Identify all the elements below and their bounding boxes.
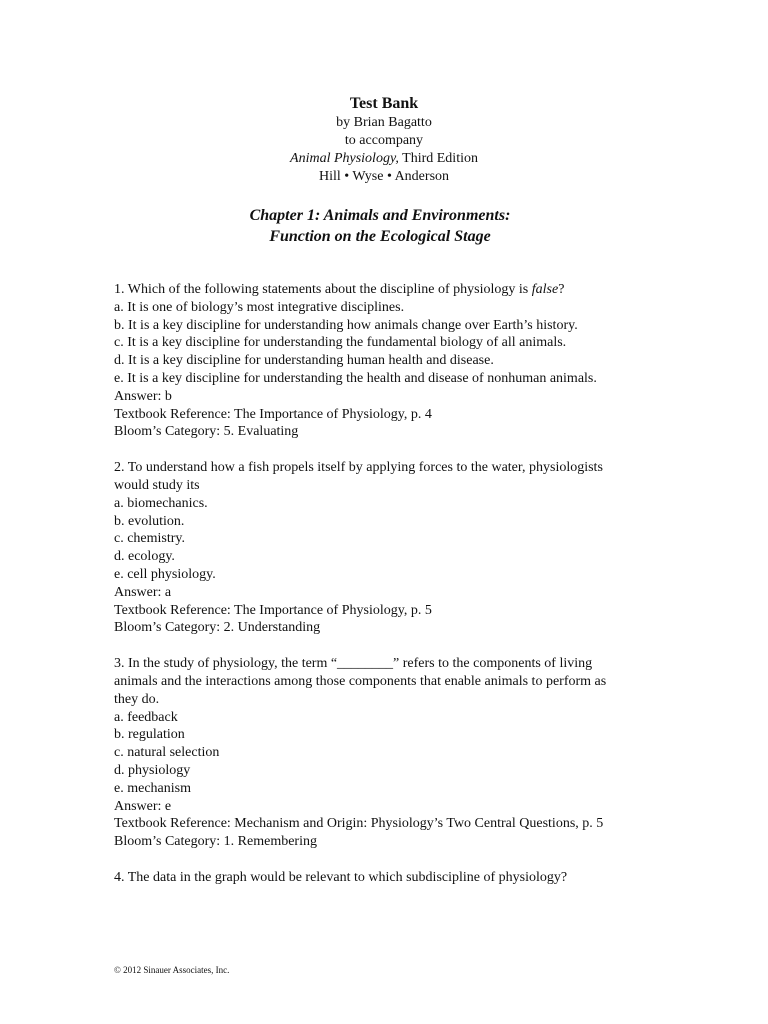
option-e: e. mechanism bbox=[114, 780, 191, 796]
textbook-reference: Textbook Reference: The Importance of Physiology, p. 5 bbox=[114, 602, 432, 618]
chapter-heading bbox=[0, 205, 760, 247]
book-title: Animal Physiology, bbox=[290, 151, 399, 166]
blooms-category: Bloom’s Category: 5. Evaluating bbox=[114, 424, 299, 440]
question-stem-line-1: 4. The data in the graph would be relevant to which subdiscipline of physiology? bbox=[114, 869, 568, 885]
question-stem-line-1: 3. In the study of physiology, the term “________” refers to the components of living bbox=[114, 656, 593, 672]
question-1 bbox=[114, 281, 654, 441]
option-b: b. It is a key discipline for understanding how animals change over Earth’s history. bbox=[114, 317, 578, 333]
answer: Answer: a bbox=[114, 584, 172, 600]
option-a: a. It is one of biology’s most integrative disciplines. bbox=[114, 299, 405, 315]
chapter-title-line-2: Function on the Ecological Stage bbox=[269, 228, 491, 245]
option-a: a. feedback bbox=[114, 709, 178, 725]
question-stem-text: 1. Which of the following statements about the discipline of physiology is bbox=[114, 282, 532, 297]
option-c: c. natural selection bbox=[114, 745, 220, 761]
question-stem-line-3: they do. bbox=[114, 691, 160, 707]
option-e: e. cell physiology. bbox=[114, 566, 216, 582]
textbook-reference: Textbook Reference: Mechanism and Origin: Physiology’s Two Central Questions, p. 5 bbox=[114, 816, 604, 832]
accompany-line: to accompany bbox=[344, 133, 424, 148]
question-stem bbox=[114, 281, 654, 299]
option-d: d. It is a key discipline for understanding human health and disease. bbox=[114, 353, 494, 369]
option-a: a. biomechanics. bbox=[114, 495, 208, 511]
option-d: d. physiology bbox=[114, 762, 191, 778]
question-4 bbox=[114, 869, 654, 887]
option-b: b. evolution. bbox=[114, 513, 185, 529]
question-stem-line-2: animals and the interactions among those components that enable animals to perform as bbox=[114, 673, 607, 689]
option-c: c. chemistry. bbox=[114, 531, 186, 547]
question-3 bbox=[114, 655, 654, 851]
book-authors: Hill • Wyse • Anderson bbox=[318, 169, 450, 184]
document-title: Test Bank bbox=[349, 95, 419, 112]
question-stem-emphasis: false bbox=[531, 282, 559, 297]
answer: Answer: e bbox=[114, 798, 172, 814]
book-edition: Third Edition bbox=[398, 151, 478, 166]
answer: Answer: b bbox=[114, 388, 172, 404]
blooms-category: Bloom’s Category: 2. Understanding bbox=[114, 620, 321, 636]
question-stem-end: ? bbox=[558, 282, 565, 297]
question-2 bbox=[114, 459, 654, 637]
option-c: c. It is a key discipline for understanding the fundamental biology of all animals. bbox=[114, 335, 567, 351]
author-line: by Brian Bagatto bbox=[336, 115, 432, 130]
copyright-footer: © 2012 Sinauer Associates, Inc. bbox=[114, 965, 230, 975]
option-e: e. It is a key discipline for understanding the health and disease of nonhuman animals. bbox=[114, 370, 597, 386]
question-stem-line-2: would study its bbox=[114, 477, 200, 493]
blooms-category: Bloom’s Category: 1. Remembering bbox=[114, 834, 317, 850]
question-list bbox=[114, 281, 654, 905]
book-line bbox=[0, 150, 768, 168]
option-d: d. ecology. bbox=[114, 549, 175, 565]
question-stem-line-1: 2. To understand how a fish propels itself by applying forces to the water, physiologists bbox=[114, 460, 603, 476]
option-b: b. regulation bbox=[114, 727, 185, 743]
textbook-reference: Textbook Reference: The Importance of Physiology, p. 4 bbox=[114, 406, 432, 422]
chapter-title-line-1: Chapter 1: Animals and Environments: bbox=[249, 207, 511, 224]
document-header bbox=[0, 94, 768, 186]
